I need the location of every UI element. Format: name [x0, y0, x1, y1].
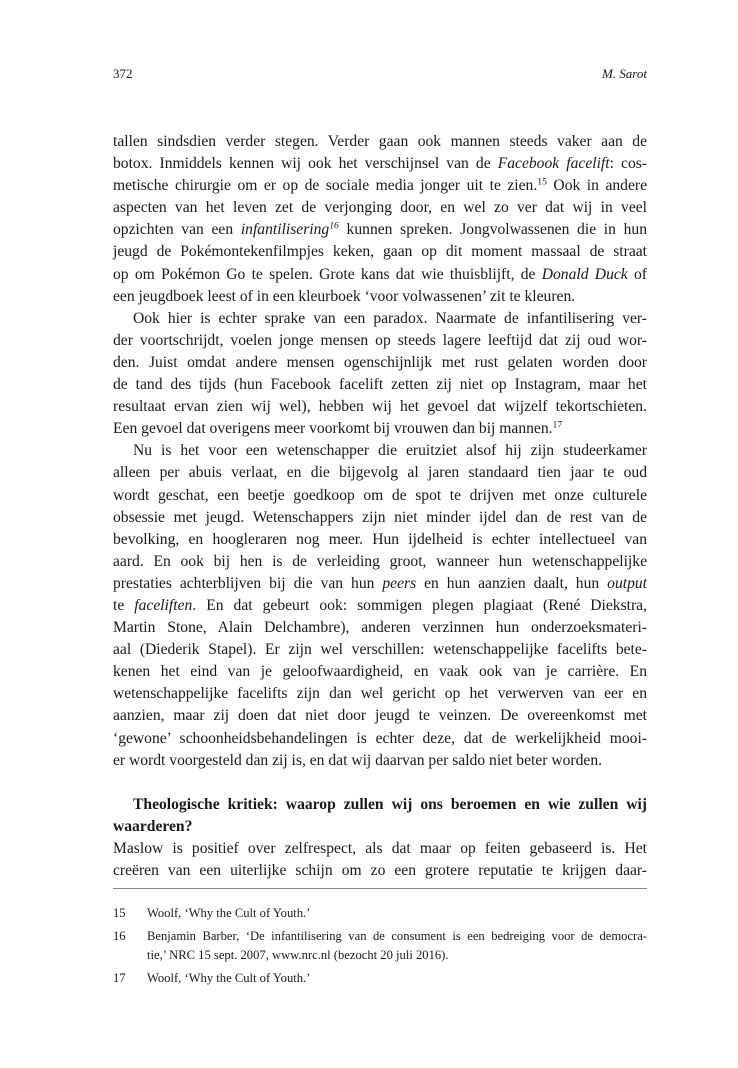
footnote-text: Woolf, ‘Why the Cult of Youth.’ — [147, 906, 311, 920]
text-line: Ook hier is echter sprake van een paradox. Naarmate de infantilisering ver- — [133, 309, 647, 327]
text-line: alleen per abuis verlaat, en die bijgevolg al jaren standaard tien jaar te oud — [113, 464, 647, 482]
heading-line: waarderen? — [113, 817, 193, 835]
text-line: der voortschrijdt, voelen jonge mensen op steeds lagere leeftijd dat zij oud wor- — [113, 331, 647, 349]
running-author: M. Sarot — [601, 66, 647, 81]
text-line: metische chirurgie om er op de sociale media jonger uit te zien.$^{15}$ Ook in andere — [113, 176, 648, 195]
footnote — [113, 969, 647, 989]
text-line: aspecten van het leven zet de verjonging door, en wel zo ver dat wij in veel — [113, 199, 647, 217]
text-line: opzichten van een infantilisering$^{16}$ kunnen spreken. Jongvolwassenen die in hun — [113, 221, 648, 239]
footnote — [113, 927, 647, 966]
footnote-text: Benjamin Barber, ‘De infantilisering van de consument is een bedreiging voor de democra- — [147, 928, 647, 943]
text-line: een jeugdboek leest of in een kleurboek ‘voor volwassenen’ zit te kleuren. — [113, 287, 576, 305]
text-line: tallen sindsdien verder stegen. Verder gaan ook mannen steeds vaker aan de — [113, 133, 647, 150]
text-line: de tand des tijds (hun Facebook facelift zetten zij niet op Instagram, maar het — [113, 376, 647, 394]
section-heading — [113, 794, 647, 838]
text-line: er wordt voorgesteld dan zij is, en dat wij daarvan per saldo niet beter worden. — [113, 751, 603, 769]
footnote-ref: 17 — [552, 419, 563, 431]
footnote-ref: 15 — [537, 176, 547, 188]
text-line: kenen het eind van je geloofwaardigheid, en vaak ook van je carrière. En — [113, 663, 647, 681]
footnote — [113, 904, 647, 924]
text-line: wordt geschat, een beetje goedkoop om de spot te drijven met onze culturele — [113, 486, 647, 504]
text-line: wetenschappelijke facelifts zijn dan wel gericht op het verwerven van eer en — [113, 685, 647, 703]
italic-term: infantilisering$^{16}$ — [240, 221, 339, 239]
text-line: op om Pokémon Go te spelen. Grote kans dat wie thuisblijft, de Donald Duck of — [113, 265, 647, 283]
text-line: prestaties achterblijven bij die van hun peers en hun aanzien daalt, hun output — [113, 574, 647, 592]
footnote-ref: 16 — [329, 221, 339, 233]
text-line: te faceliften. En dat gebeurt ook: sommigen plegen plagiaat (René Diekstra, — [113, 596, 647, 614]
italic-term: peers — [382, 574, 417, 592]
text-line: aard. En ook bij hen is de verleiding groot, wanneer hun wetenschappelijke — [113, 552, 647, 570]
text-line: ‘gewone’ schoonheidsbehandelingen is echter deze, dat de werkelijkheid mooi- — [113, 729, 647, 747]
footnote-rule — [113, 888, 647, 889]
page-number: 372 — [113, 66, 133, 81]
text-line: aanzien, maar zij doen dat niet door jeugd te veinzen. De overeenkomst met — [113, 707, 647, 725]
footnote-number: 16 — [113, 928, 126, 943]
paragraph-4 — [113, 838, 647, 882]
book-page — [113, 0, 647, 1068]
text-line: obsessie met jeugd. Wetenschappers zijn niet minder ijdel dan de rest van de — [113, 508, 647, 526]
text-line: aal (Diederik Stapel). Er zijn wel verschillen: wetenschappelijke facelifts bete- — [113, 641, 647, 659]
footnote-number: 17 — [113, 970, 126, 985]
paragraph-3 — [113, 440, 647, 771]
italic-term: output — [607, 574, 647, 592]
text-line: Nu is het voor een wetenschapper die eruitziet alsof hij zijn studeerkamer — [133, 442, 647, 460]
text-line: Martin Stone, Alain Delchambre), anderen verzinnen hun onderzoeksmateri- — [113, 619, 647, 637]
section-spacer — [113, 772, 647, 794]
body-text — [113, 131, 647, 882]
footnote-number: 15 — [113, 906, 126, 920]
footnote-text: Woolf, ‘Why the Cult of Youth.’ — [147, 970, 311, 985]
text-line: Maslow is positief over zelfrespect, als dat maar op feiten gebaseerd is. Het — [113, 839, 647, 857]
paragraph-1 — [113, 131, 647, 308]
text-line: Een gevoel dat overigens meer voorkomt bij vrouwen dan bij mannen.$^{17}$ — [113, 419, 563, 438]
italic-term: Facebook facelift — [497, 155, 610, 173]
running-head — [113, 66, 647, 82]
italic-term: faceliften — [134, 596, 193, 614]
text-line: creëren van een uiterlijke schijn om zo een grotere reputatie te krijgen daar- — [113, 862, 647, 879]
footnote-text: tie,’ NRC 15 sept. 2007, www.nrc.nl (bezocht 20 juli 2016). — [147, 948, 449, 962]
text-line: den. Juist omdat andere mensen ogenschijnlijk met rust gelaten worden door — [113, 353, 647, 371]
text-line: resultaat ervan zien wij wel), hebben wij het gevoel dat wijzelf tekortschieten. — [113, 398, 647, 416]
text-line: botox. Inmiddels kennen wij ook het verschijnsel van de Facebook facelift: cos- — [113, 155, 647, 173]
heading-line: Theologische kritiek: waarop zullen wij ons beroemen en wie zullen wij — [133, 795, 647, 813]
text-line: bevolking, en hoogleraren nog meer. Hun ijdelheid is echter intellectueel van — [113, 530, 647, 548]
text-line: jeugd de Pokémontekenfilmpjes keken, gaan op dit moment massaal de straat — [113, 243, 647, 261]
footnotes — [113, 904, 647, 988]
italic-term: Donald Duck — [541, 265, 628, 283]
paragraph-2 — [113, 308, 647, 441]
